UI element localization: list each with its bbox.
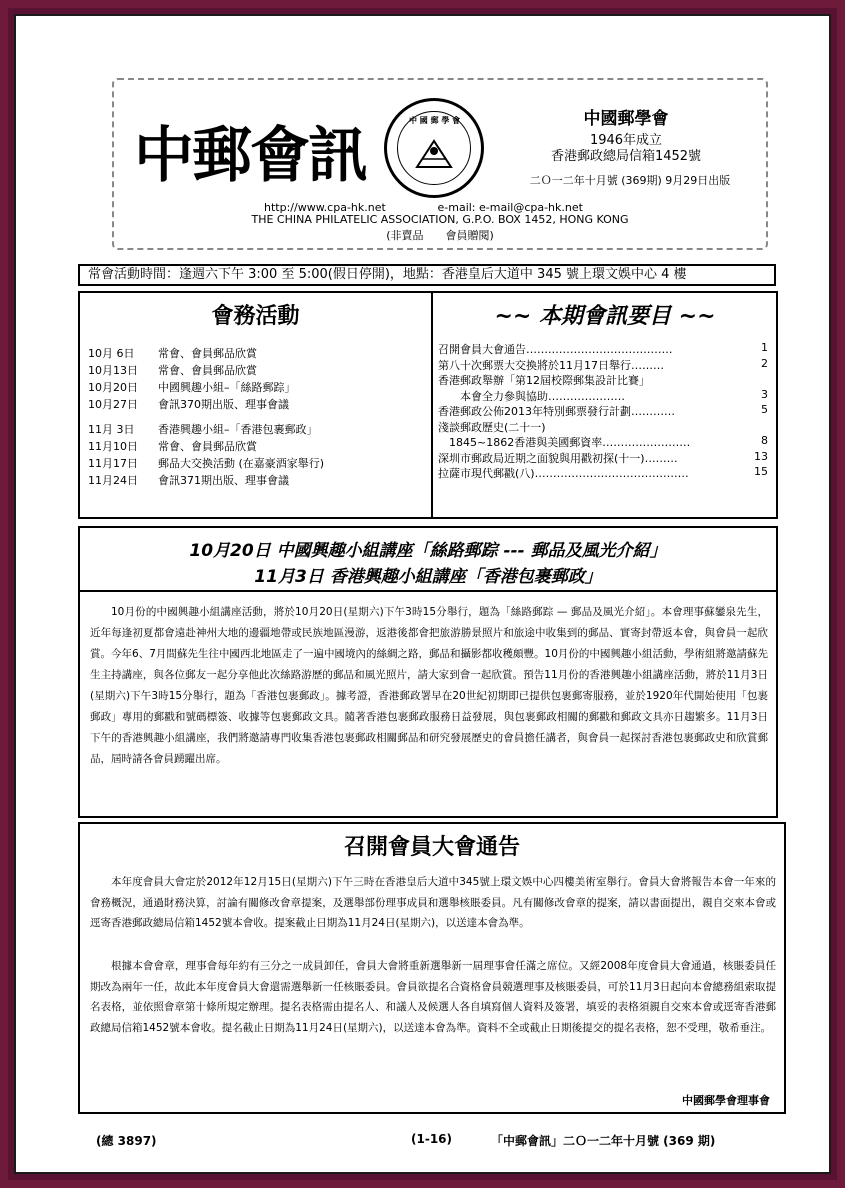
- newsletter-page: [14, 14, 831, 1174]
- contents-row[interactable]: 香港郵政公佈2013年特別郵票發行計劃………… 5: [438, 403, 768, 418]
- website-link[interactable]: http://www.cpa-hk.net: [264, 201, 386, 214]
- agm-signature: 中國郵學會理事會: [682, 1094, 770, 1107]
- lecture-body: 10月份的中國興趣小組講座活動，將於10月20日(星期六)下午3時15分舉行，題為「絲路郵踪 — 郵品及風光介紹」。本會理事蘇鑾泉先生，近年每逢初夏都會遠赴神州大地的邊疆地帶或民族地區漫游，返港後都會把旅游勝景照片和旅途中收集到的郵品、實寄封帶返本會，與會員一起欣賞。今年6、7月間蘇先生往中國西北地區走了一遍中國境內的絲綢之路，郵品和攝影都收穫頗豐。10月份的中國興趣小組活動，學術組將邀請蘇先生主持講座，與各位郵友一起分享他此次絲路游歷的郵品和風光照片，請大家到會一起欣賞。預告11月份的香港興趣小組講座活動，將於11月3日(星期六)下午3時15分舉行，題為「香港包裹郵政」。據考證，香港郵政署早在20世紀初期即已提供包裹郵寄服務，並於1920年代開始使用「包裹郵政」專用的郵戳和號碼標簽、收據等包裹郵政文具。隨著香港包裹郵政服務日益發展，與包裹郵政相關的郵戳和郵政文具亦日趨繁多。11月3日下午的香港興趣小組講座，我們將邀請專門收集香港包裹郵政相關郵品和研究發展歷史的會員擔任講者，與會員一起探討香港包裹郵政史和欣賞郵品，屆時請各會員踴躍出席。: [90, 606, 768, 765]
- contents-title: ~~ 本期會訊要目 ~~: [494, 303, 716, 329]
- seal-emblem-icon: [387, 101, 481, 195]
- address-cn: 香港郵政總局信箱1452號: [550, 149, 702, 164]
- contents-row[interactable]: 香港郵政舉辦「第12屆校際郵集設計比賽」: [438, 374, 650, 387]
- email-link[interactable]: e-mail: e-mail@cpa-hk.net: [437, 201, 583, 214]
- footer-issue: 「中郵會訊」二Ｏ一二年十月號 (369 期): [491, 1134, 716, 1148]
- activity-row: 11月 3日 香港興趣小組–「香港包裹郵政」: [88, 423, 318, 436]
- lecture-headline-1: 10月20日 中國興趣小組講座「絲路郵踪 --- 郵品及風光介紹」: [189, 541, 667, 561]
- activities-title: 會務活動: [211, 303, 300, 329]
- lecture-article: [78, 526, 778, 818]
- activity-row: 10月 6日 常會、會員郵品欣賞: [88, 347, 257, 360]
- newsletter-title: 中郵會訊: [134, 121, 366, 191]
- activity-row: 11月24日 會訊371期出版、理事會議: [88, 474, 289, 487]
- activity-row: 10月13日 常會、會員郵品欣賞: [88, 364, 257, 377]
- issue-date: 二Ｏ一二年十月號 (369期) 9月29日出版: [529, 174, 731, 187]
- contents-row[interactable]: 第八十次郵票大交換將於11月17日舉行……… 2: [438, 356, 768, 372]
- activity-row: 10月20日 中國興趣小組–「絲路郵踪」: [88, 381, 296, 394]
- meeting-info-bar: 常會活動時間：逢週六下午 3:00 至 5:00(假日停開)，地點：香港皇后大道中 345 號上環文娛中心 4 樓: [78, 264, 776, 286]
- activity-row: 11月17日 郵品大交換活動 (在嘉豪酒家舉行): [88, 457, 325, 470]
- contents-list: [438, 341, 770, 481]
- lecture-divider: [80, 590, 776, 592]
- seal-text: 中 國 郵 學 會: [409, 116, 461, 125]
- agm-paragraph-1: 本年度會員大會定於2012年12月15日(星期六)下午三時在香港皇后大道中345號上環文娛中心四樓美術室舉行。會員大會將報告本會一年來的會務概況，通過財務決算，討論有關修改會章提案，及選舉部份理事成員和選舉核賬委員。凡有關修改會章的提案，請以書面提出，親自交來本會或逕寄香港郵政總局信箱1452號本會收。提案截止日期為11月24日(星期六)，以送達本會為準。: [90, 876, 776, 929]
- address-en: THE CHINA PHILATELIC ASSOCIATION, G.P.O. BOX 1452, HONG KONG: [251, 213, 629, 226]
- lecture-headline-2: 11月3日 香港興趣小組講座「香港包裹郵政」: [254, 567, 602, 587]
- established-year: 1946年成立: [589, 133, 663, 148]
- contents-row[interactable]: 1845~1862香港與美國郵資率…………………… 8: [438, 434, 768, 449]
- contents-row[interactable]: 本會全力參與協助………………… 3: [438, 387, 768, 403]
- agm-title: 召開會員大會通告: [343, 834, 520, 860]
- activities-and-contents: [78, 291, 778, 519]
- association-seal-icon: [384, 98, 484, 198]
- contents-row[interactable]: 拉薩市現代郵戳(八)…………………………………… 15: [438, 465, 768, 480]
- activities-list: [88, 345, 428, 489]
- contents-row[interactable]: 深圳市郵政局近期之面貌與用戳初探(十一)……… 13: [438, 449, 768, 465]
- contents-row[interactable]: 召開會員大會通告…….…………………………… 1: [438, 341, 768, 356]
- masthead: [112, 78, 768, 250]
- contents-row[interactable]: 淺談郵政歷史(二十一): [438, 420, 546, 434]
- footer-total: (總 3897): [96, 1134, 157, 1148]
- free-note: (非賣品 會員贈閱): [386, 229, 494, 242]
- agm-paragraph-2: 根據本會會章，理事會每年約有三分之一成員卸任，會員大會將重新選舉新一屆理事會任滿之席位。又經2008年度會員大會通過，核賬委員任期改為兩年一任，故此本年度會員大會還需選舉新一任核賬委員。會員欲提名合資格會員競選理事及核賬委員，可於11月3日起向本會總務組索取提名表格，並依照會章第十條所規定辦理。提名表格需由提名人、和議人及候選人各自填寫個人資料及簽署，填妥的表格須親自交來本會或逕寄香港郵政總局信箱1452號本會收。提名截止日期為11月24日(星期六)，以送達本會為準。資料不全或截止日期後提交的提名表格，恕不受理，敬希垂注。: [90, 960, 776, 1034]
- footer-pages: (1-16): [411, 1132, 452, 1146]
- activity-row: 10月27日 會訊370期出版、理事會議: [88, 398, 289, 411]
- agm-notice: [78, 822, 786, 1114]
- activity-row: 11月10日 常會、會員郵品欣賞: [88, 440, 257, 453]
- org-name-cn: 中國郵學會: [583, 109, 669, 129]
